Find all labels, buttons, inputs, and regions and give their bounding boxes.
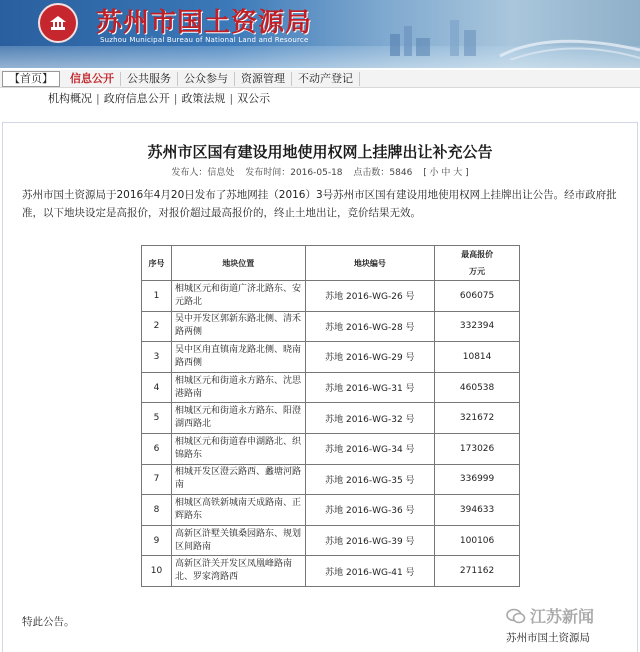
header-code: 地块编号: [305, 246, 435, 281]
bureau-logo[interactable]: [38, 3, 78, 43]
table-row: [142, 281, 520, 312]
secondary-nav: [0, 89, 640, 107]
cell-code: 苏地 2016-WG-29 号: [305, 342, 435, 373]
table-row: [142, 433, 520, 464]
subnav-policies[interactable]: 政策法规: [181, 92, 226, 105]
site-subtitle: Suzhou Municipal Bureau of National Land and Resource: [100, 36, 309, 44]
subnav-separator: |: [229, 91, 234, 105]
article-meta: [0, 165, 640, 178]
table-row: [142, 372, 520, 403]
nav-home[interactable]: 【首页】: [2, 71, 60, 87]
publisher: 发布人：信息处: [171, 168, 235, 178]
cell-location: 相城区元和街道春申湖路北、织锦路东: [171, 433, 305, 464]
header-no: 序号: [142, 246, 172, 281]
table-row: [142, 495, 520, 526]
subnav-separator: |: [173, 91, 178, 105]
cell-price: 460538: [435, 372, 520, 403]
cell-price: 332394: [435, 311, 520, 342]
cell-code: 苏地 2016-WG-36 号: [305, 495, 435, 526]
cell-code: 苏地 2016-WG-26 号: [305, 281, 435, 312]
cell-location: 高新区浒墅关镇桑园路东、规划区间路南: [171, 525, 305, 556]
cell-price: 321672: [435, 403, 520, 434]
cell-no: 5: [142, 403, 172, 434]
cell-price: 10814: [435, 342, 520, 373]
plot-table: [141, 245, 520, 587]
cell-code: 苏地 2016-WG-28 号: [305, 311, 435, 342]
cell-no: 2: [142, 311, 172, 342]
cell-price: 173026: [435, 433, 520, 464]
cell-location: 吴中开发区郭新东路北侧、清禾路两侧: [171, 311, 305, 342]
cell-location: 吴中区甪直镇南龙路北侧、晓南路西侧: [171, 342, 305, 373]
header-location: 地块位置: [171, 246, 305, 281]
closing-note: 特此公告。: [22, 616, 75, 628]
header-max-price-label: 最高报价: [461, 250, 494, 259]
cell-no: 4: [142, 372, 172, 403]
nav-public-participation[interactable]: 公众参与: [178, 72, 235, 86]
cell-location: 相城区元和街道永方路东、阳澄湖西路北: [171, 403, 305, 434]
skyline-decoration: [380, 10, 640, 60]
cell-code: 苏地 2016-WG-35 号: [305, 464, 435, 495]
cell-no: 7: [142, 464, 172, 495]
wechat-icon: [506, 608, 526, 624]
cell-price: 606075: [435, 281, 520, 312]
cell-no: 8: [142, 495, 172, 526]
subnav-gov-info[interactable]: 政府信息公开: [103, 92, 170, 105]
cell-price: 100106: [435, 525, 520, 556]
cell-code: 苏地 2016-WG-31 号: [305, 372, 435, 403]
cell-location: 相城区元和街道广济北路东、安元路北: [171, 281, 305, 312]
cell-location: 相城开发区澄云路西、蠡塘河路南: [171, 464, 305, 495]
font-size-switcher[interactable]: [ 小 中 大 ]: [423, 168, 469, 178]
watermark-text: 江苏新闻: [530, 607, 595, 626]
subnav-dual-publicity[interactable]: 双公示: [237, 92, 271, 105]
click-count: 点击数：5846: [353, 168, 413, 178]
subnav-organization[interactable]: 机构概况: [48, 92, 92, 105]
article-body: 苏州市国土资源局于2016年4月20日发布了苏地网挂（2016）3号苏州市区国有建设用地使用权网上挂牌出让公告。经市政府批准，以下地块设定是高报价，对报价超过最高报价的，终止土地出让，竞价结果无效。: [22, 189, 617, 219]
header-unit-label: 万元: [469, 267, 486, 276]
cell-no: 9: [142, 525, 172, 556]
cell-code: 苏地 2016-WG-34 号: [305, 433, 435, 464]
cell-price: 394633: [435, 495, 520, 526]
publish-date: 发布时间：2016-05-18: [245, 168, 343, 178]
cell-location: 高新区浒关开发区凤凰峰路南北、罗家湾路西: [171, 556, 305, 587]
table-row: [142, 342, 520, 373]
cell-code: 苏地 2016-WG-41 号: [305, 556, 435, 587]
nav-real-estate-registration[interactable]: 不动产登记: [292, 72, 360, 86]
cell-code: 苏地 2016-WG-39 号: [305, 525, 435, 556]
cell-no: 6: [142, 433, 172, 464]
primary-nav: [0, 70, 640, 88]
cell-price: 271162: [435, 556, 520, 587]
cell-no: 10: [142, 556, 172, 587]
cell-location: 相城区元和街道永方路东、沈思港路南: [171, 372, 305, 403]
header-max-price: [435, 246, 520, 281]
header-banner: [0, 0, 640, 68]
watermark: [506, 604, 594, 627]
bureau-emblem-icon: [48, 13, 68, 33]
nav-public-service[interactable]: 公共服务: [121, 72, 178, 86]
cell-no: 3: [142, 342, 172, 373]
site-title: 苏州市国土资源局: [96, 8, 313, 38]
subnav-separator: |: [96, 91, 100, 105]
nav-resource-management[interactable]: 资源管理: [235, 72, 292, 86]
article-title: 苏州市区国有建设用地使用权网上挂牌出让补充公告: [147, 143, 493, 161]
table-row: [142, 464, 520, 495]
table-row: [142, 525, 520, 556]
table-row: [142, 556, 520, 587]
table-header-row: [142, 246, 520, 281]
cell-location: 相城区高铁新城南天成路南、正辉路东: [171, 495, 305, 526]
cell-no: 1: [142, 281, 172, 312]
table-row: [142, 311, 520, 342]
signing-organization: 苏州市国土资源局: [506, 632, 590, 644]
cell-code: 苏地 2016-WG-32 号: [305, 403, 435, 434]
table-row: [142, 403, 520, 434]
cell-price: 336999: [435, 464, 520, 495]
nav-info-disclosure[interactable]: 信息公开: [64, 72, 121, 86]
